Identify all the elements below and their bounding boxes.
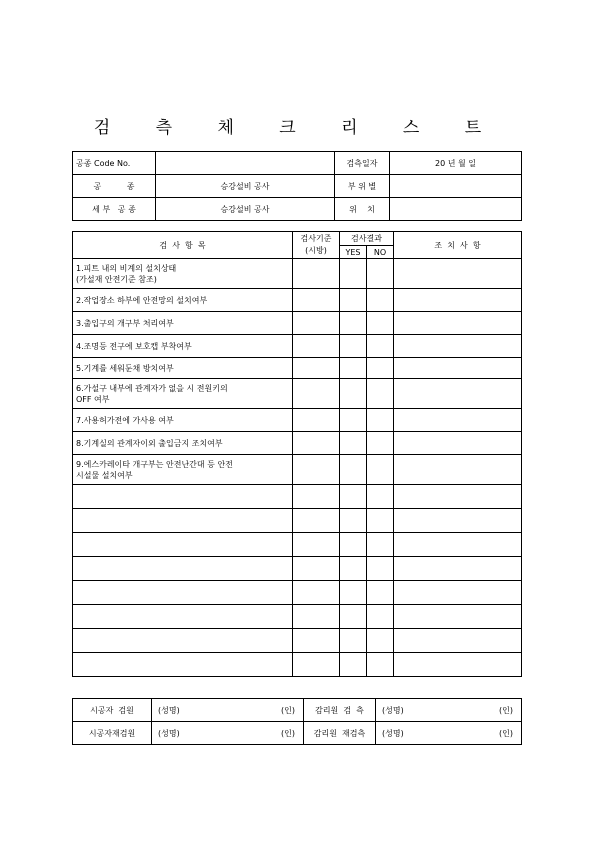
col-standard-line1: 검사기준: [300, 234, 332, 243]
action-cell[interactable]: [394, 409, 522, 432]
supervisor-reinspection-name[interactable]: (성명): [376, 722, 458, 745]
signature-table: [72, 698, 522, 745]
supervisor-inspection-label: 감리원 검 측: [304, 699, 376, 722]
blank-row: [73, 629, 522, 653]
part-value[interactable]: [390, 175, 522, 198]
standard-cell[interactable]: [293, 358, 340, 379]
supervisor-inspection-seal[interactable]: (인): [458, 699, 522, 722]
action-cell[interactable]: [394, 259, 522, 289]
code-value[interactable]: [156, 152, 335, 175]
yes-cell[interactable]: [340, 409, 367, 432]
contractor-reinspector-seal[interactable]: (인): [225, 722, 304, 745]
blank-row: [73, 605, 522, 629]
col-item-header: 검 사 항 목: [73, 232, 293, 259]
blank-row: [73, 509, 522, 533]
blank-row: [73, 653, 522, 677]
checklist-item: 4.조명등 전구에 보호캡 부착여부: [73, 335, 293, 358]
checklist-item: 9.에스카레이타 개구부는 안전난간대 등 안전 시설물 설치여부: [73, 455, 293, 485]
detail-label: 세 부 공 종: [73, 198, 156, 221]
location-label: 위 치: [335, 198, 390, 221]
yes-cell[interactable]: [340, 455, 367, 485]
info-table: [72, 151, 522, 221]
action-cell[interactable]: [394, 289, 522, 312]
supervisor-reinspection-label: 감리원 재검측: [304, 722, 376, 745]
col-standard-header: [293, 232, 340, 259]
action-cell[interactable]: [394, 335, 522, 358]
action-cell[interactable]: [394, 379, 522, 409]
checklist-item: 7.사용허가전에 가사용 여부: [73, 409, 293, 432]
detail-value[interactable]: 승강설비 공사: [156, 198, 335, 221]
no-cell[interactable]: [367, 312, 394, 335]
code-label: 공종 Code No.: [73, 152, 156, 175]
yes-cell[interactable]: [340, 335, 367, 358]
standard-cell[interactable]: [293, 432, 340, 455]
checklist-table: [72, 231, 522, 677]
no-cell[interactable]: [367, 432, 394, 455]
date-value[interactable]: 20 년 월 일: [390, 152, 522, 175]
work-label: 공 종: [73, 175, 156, 198]
blank-row: [73, 485, 522, 509]
standard-cell[interactable]: [293, 312, 340, 335]
checklist-item: 3.출입구의 개구부 처리여부: [73, 312, 293, 335]
col-standard-line2: (시방): [305, 246, 327, 255]
col-result-header: 검사결과: [340, 232, 394, 246]
supervisor-inspection-name[interactable]: (성명): [376, 699, 458, 722]
yes-cell[interactable]: [340, 379, 367, 409]
yes-cell[interactable]: [340, 312, 367, 335]
action-cell[interactable]: [394, 432, 522, 455]
checklist-item: 8.기계실의 관계자이외 출입금지 조치여부: [73, 432, 293, 455]
standard-cell[interactable]: [293, 259, 340, 289]
work-value[interactable]: 승강설비 공사: [156, 175, 335, 198]
checklist-item: 5.기계를 세워둔채 방치여부: [73, 358, 293, 379]
col-no-header: NO: [367, 246, 394, 259]
action-cell[interactable]: [394, 455, 522, 485]
standard-cell[interactable]: [293, 379, 340, 409]
col-action-header: 조 치 사 항: [394, 232, 522, 259]
contractor-reinspector-name[interactable]: (성명): [152, 722, 225, 745]
yes-cell[interactable]: [340, 432, 367, 455]
contractor-inspector-name[interactable]: (성명): [152, 699, 225, 722]
location-value[interactable]: [390, 198, 522, 221]
action-cell[interactable]: [394, 358, 522, 379]
part-label: 부 위 별: [335, 175, 390, 198]
supervisor-reinspection-seal[interactable]: (인): [458, 722, 522, 745]
standard-cell[interactable]: [293, 335, 340, 358]
no-cell[interactable]: [367, 335, 394, 358]
col-yes-header: YES: [340, 246, 367, 259]
yes-cell[interactable]: [340, 259, 367, 289]
no-cell[interactable]: [367, 289, 394, 312]
checklist-item: 2.작업장소 하부에 안전망의 설치여부: [73, 289, 293, 312]
action-cell[interactable]: [394, 312, 522, 335]
no-cell[interactable]: [367, 409, 394, 432]
blank-row: [73, 557, 522, 581]
yes-cell[interactable]: [340, 289, 367, 312]
checklist-item: 6.가설구 내부에 관계자가 없을 시 전원키의 OFF 여부: [73, 379, 293, 409]
blank-row: [73, 581, 522, 605]
blank-row: [73, 533, 522, 557]
standard-cell[interactable]: [293, 409, 340, 432]
contractor-reinspector-label: 시공자재검원: [73, 722, 152, 745]
no-cell[interactable]: [367, 455, 394, 485]
no-cell[interactable]: [367, 259, 394, 289]
standard-cell[interactable]: [293, 455, 340, 485]
no-cell[interactable]: [367, 379, 394, 409]
date-label: 검측일자: [335, 152, 390, 175]
standard-cell[interactable]: [293, 289, 340, 312]
contractor-inspector-label: 시공자 검원: [73, 699, 152, 722]
page-title: 검 측 체 크 리 스 트: [93, 118, 502, 138]
no-cell[interactable]: [367, 358, 394, 379]
checklist-item: 1.피트 내의 비계의 설치상태 (가설재 안전기준 참조): [73, 259, 293, 289]
contractor-inspector-seal[interactable]: (인): [225, 699, 304, 722]
yes-cell[interactable]: [340, 358, 367, 379]
